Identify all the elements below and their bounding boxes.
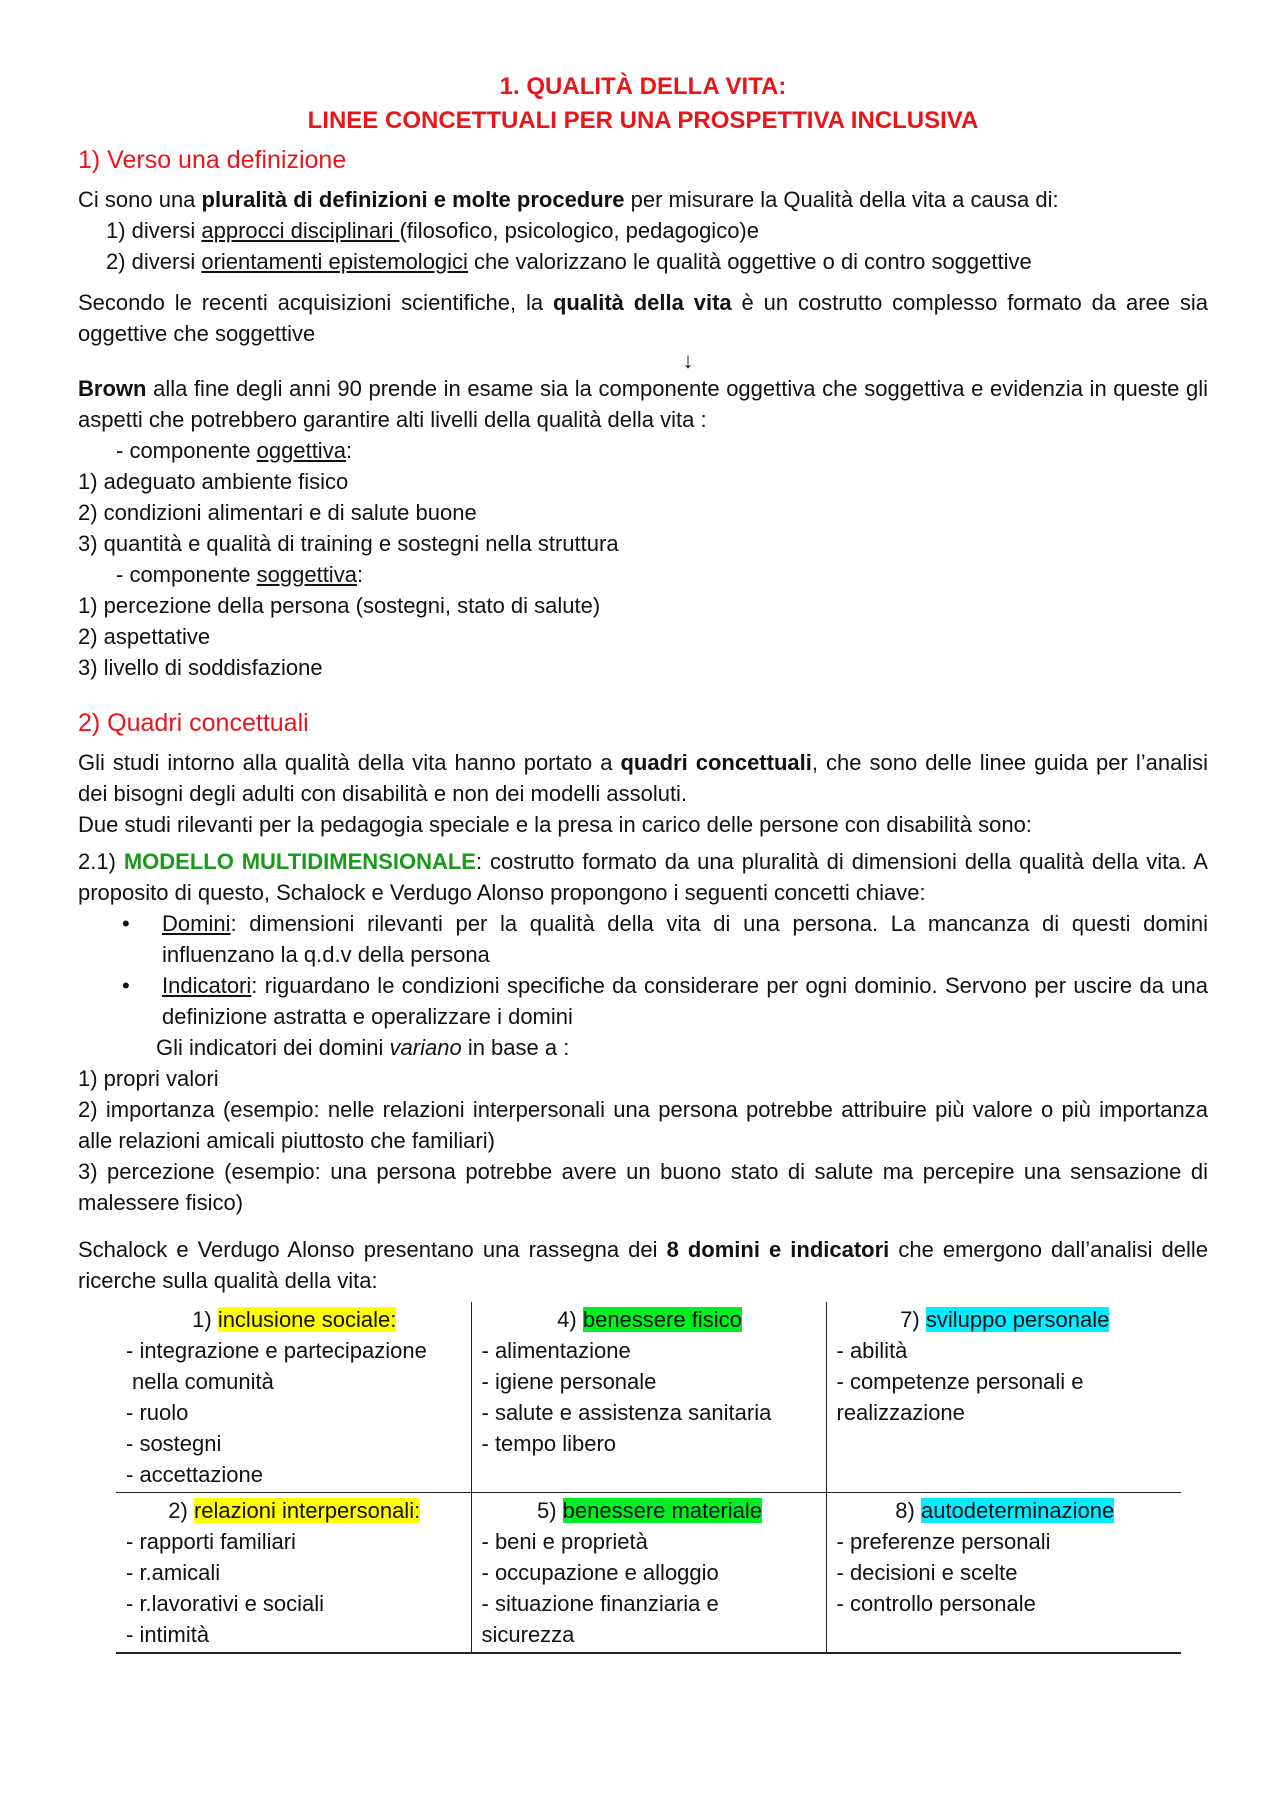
paragraph: Brown alla fine degli anni 90 prende in esame sia la componente oggettiva che soggettiva e evidenzia in queste gli aspetti che potrebbero garantire alti livelli della qualità della vita :: [78, 376, 1208, 432]
section-1-intro: Ci sono una pluralità di definizioni e molte procedure per misurare la Qualità della vita a causa di:: [78, 187, 1059, 212]
paragraph: Secondo le recenti acquisizioni scientifiche, la qualità della vita è un costrutto complesso formato da aree sia oggettive che soggettive: [78, 290, 1208, 346]
domain-cell: [826, 1302, 1181, 1493]
list-item: 1) percezione della persona (sostegni, stato di salute): [78, 593, 601, 618]
document-page: [78, 70, 1208, 1654]
domains-table: [116, 1302, 1181, 1654]
bullet-icon: •: [122, 911, 130, 936]
domain-heading: 4) benessere fisico: [557, 1307, 742, 1332]
indicator: sicurezza: [481, 1622, 575, 1647]
indicator: - salute e assistenza sanitaria: [481, 1400, 772, 1425]
list-item: 2) diversi orientamenti epistemologici che valorizzano le qualità oggettive o di contro soggettive: [106, 249, 1032, 274]
paragraph: Gli indicatori dei domini variano in base a :: [156, 1035, 570, 1060]
indicator: - occupazione e alloggio: [481, 1560, 719, 1585]
indicator: - abilità: [836, 1338, 908, 1363]
indicator: - beni e proprietà: [481, 1529, 648, 1554]
down-arrow-icon: ↓: [682, 348, 694, 373]
indicator: - ruolo: [126, 1400, 189, 1425]
indicator: - integrazione e partecipazione: [126, 1338, 427, 1363]
paragraph: Gli studi intorno alla qualità della vita hanno portato a quadri concettuali, che sono delle linee guida per l’analisi dei bisogni degli adulti con disabilità e non dei modelli assoluti.: [78, 750, 1208, 806]
list-item: • Indicatori: riguardano le condizioni specifiche da considerare per ogni dominio. Servono per uscire da una definizione astratta e operalizzare i domini: [78, 970, 1208, 1032]
domain-heading: 2) relazioni interpersonali:: [168, 1498, 421, 1523]
domain-cell: [116, 1493, 471, 1654]
domain-heading: 5) benessere materiale: [536, 1498, 763, 1523]
list-item: 2) aspettative: [78, 624, 211, 649]
indicator: - rapporti familiari: [126, 1529, 296, 1554]
list-item: 1) diversi approcci disciplinari (filosofico, psicologico, pedagogico)e: [106, 218, 759, 243]
subjective-component-label: - componente soggettiva:: [116, 562, 364, 587]
domain-heading: 7) sviluppo personale: [900, 1307, 1110, 1332]
paragraph: Schalock e Verdugo Alonso presentano una rassegna dei 8 domini e indicatori che emergono dall’analisi delle ricerche sulla qualità della vita:: [78, 1237, 1209, 1293]
model-paragraph: 2.1) MODELLO MULTIDIMENSIONALE: costrutto formato da una pluralità di dimensioni della qualità della vita. A proposito di questo, Schalock e Verdugo Alonso propongono i seguenti concetti chiave:: [78, 849, 1208, 905]
objective-component-label: - componente oggettiva:: [116, 438, 353, 463]
indicator: - accettazione: [126, 1462, 263, 1487]
indicator: - intimità: [126, 1622, 210, 1647]
paragraph: Due studi rilevanti per la pedagogia speciale e la presa in carico delle persone con disabilità sono:: [78, 812, 1032, 837]
domain-cell: [116, 1302, 471, 1493]
list-item: 3) percezione (esempio: una persona potrebbe avere un buono stato di salute ma percepire una sensazione di malessere fisico): [78, 1159, 1208, 1215]
list-item: 2) importanza (esempio: nelle relazioni interpersonali una persona potrebbe attribuire più valore o più importanza alle relazioni amicali piuttosto che familiari): [78, 1097, 1208, 1153]
indicator: - competenze personali e: [836, 1369, 1084, 1394]
indicator: nella comunità: [132, 1369, 274, 1394]
domain-cell: [471, 1493, 826, 1654]
list-item: 3) quantità e qualità di training e sostegni nella struttura: [78, 531, 619, 556]
domain-heading: 8) autodeterminazione: [895, 1498, 1115, 1523]
list-item: • Domini: dimensioni rilevanti per la qualità della vita di una persona. La mancanza di questi domini influenzano la q.d.v della persona: [78, 908, 1208, 970]
indicator: - r.lavorativi e sociali: [126, 1591, 325, 1616]
indicator: - decisioni e scelte: [836, 1560, 1018, 1585]
indicator: - situazione finanziaria e: [481, 1591, 719, 1616]
indicator: realizzazione: [836, 1400, 965, 1425]
list-item: 2) condizioni alimentari e di salute buone: [78, 500, 477, 525]
section-1-heading: 1) Verso una definizione: [78, 146, 347, 174]
indicator: - sostegni: [126, 1431, 222, 1456]
indicator: - r.amicali: [126, 1560, 221, 1585]
list-item: 1) propri valori: [78, 1066, 219, 1091]
bullet-icon: •: [122, 973, 130, 998]
domain-cell: [471, 1302, 826, 1493]
indicator: - tempo libero: [481, 1431, 617, 1456]
list-item: 3) livello di soddisfazione: [78, 655, 323, 680]
page-title: [78, 70, 1208, 138]
title-line-2: LINEE CONCETTUALI PER UNA PROSPETTIVA INCLUSIVA: [307, 107, 979, 134]
indicator: - alimentazione: [481, 1338, 631, 1363]
domain-heading: 1) inclusione sociale:: [192, 1307, 397, 1332]
section-2-heading: 2) Quadri concettuali: [78, 709, 309, 737]
list-item: 1) adeguato ambiente fisico: [78, 469, 349, 494]
indicator: - igiene personale: [481, 1369, 657, 1394]
title-line-1: 1. QUALITÀ DELLA VITA:: [499, 73, 787, 100]
indicator: - preferenze personali: [836, 1529, 1051, 1554]
indicator: - controllo personale: [836, 1591, 1036, 1616]
concept-list: [78, 908, 1208, 1032]
domain-cell: [826, 1493, 1181, 1654]
